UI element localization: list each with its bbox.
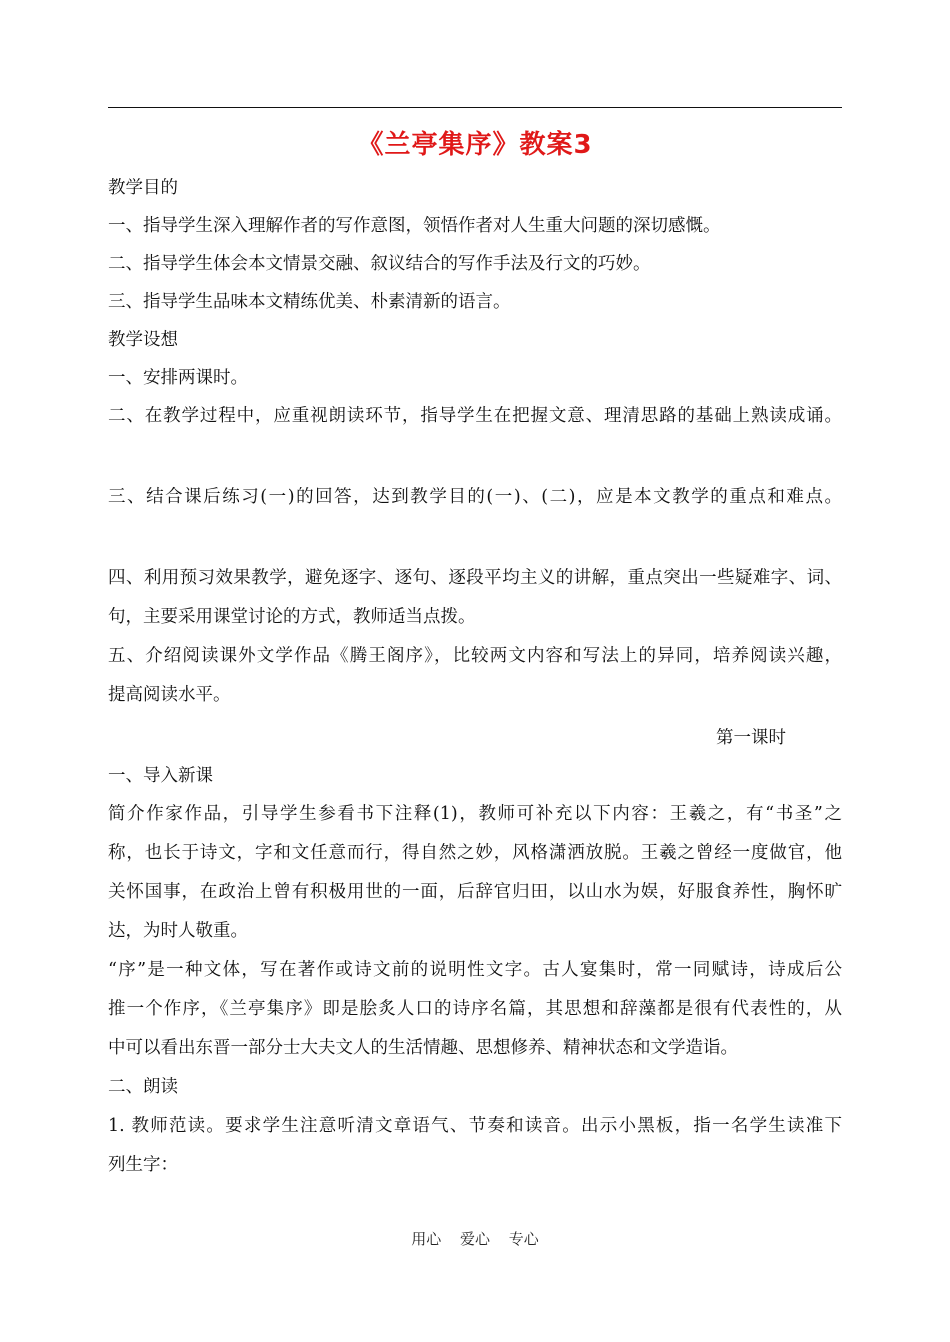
paragraph-line: 简介作家作品，引导学生参看书下注释(1)，教师可补充以下内容：王羲之，有“书圣”之 [108,804,842,824]
plan-item: 一、安排两课时。 [108,368,248,388]
paragraph-line: 达，为时人敬重。 [108,921,248,941]
header-rule [108,107,842,108]
section-heading-objectives: 教学目的 [108,178,178,198]
paragraph-line: 推一个作序，《兰亭集序》即是脍炙人口的诗序名篇，其思想和辞藻都是很有代表性的，从 [108,999,842,1019]
objective-item: 三、指导学生品味本文精练优美、朴素清新的语言。 [108,292,511,312]
plan-item-continued: 句，主要采用课堂讨论的方式，教师适当点拨。 [108,607,476,627]
plan-item: 三、结合课后练习(一)的回答，达到教学目的(一)、(二)，应是本文教学的重点和难点。 [108,487,842,507]
step-heading: 二、朗读 [108,1077,178,1097]
paragraph-line: 列生字： [108,1155,178,1175]
objective-item: 二、指导学生体会本文情景交融、叙议结合的写作手法及行文的巧妙。 [108,254,651,274]
plan-item-continued: 提高阅读水平。 [108,685,231,705]
paragraph-line: “序”是一种文体，写在著作或诗文前的说明性文字。古人宴集时，常一同赋诗，诗成后公 [108,960,842,980]
objective-item: 一、指导学生深入理解作者的写作意图，领悟作者对人生重大问题的深切感慨。 [108,216,721,236]
paragraph-line: 关怀国事，在政治上曾有积极用世的一面，后辞官归田，以山水为娱，好服食养性，胸怀旷 [108,882,842,902]
paragraph-line: 1. 教师范读。要求学生注意听清文章语气、节奏和读音。出示小黑板，指一名学生读准下 [108,1116,842,1136]
step-heading: 一、导入新课 [108,766,213,786]
plan-item: 四、利用预习效果教学，避免逐字、逐句、逐段平均主义的讲解，重点突出一些疑难字、词、 [108,568,842,588]
paragraph-line: 中可以看出东晋一部分士大夫文人的生活情趣、思想修养、精神状态和文学造诣。 [108,1038,738,1058]
section-heading-plan: 教学设想 [108,330,178,350]
document-title: 《兰亭集序》教案3 [357,130,593,160]
paragraph-line: 称，也长于诗文，字和文任意而行，得自然之妙，风格潇洒放脱。王羲之曾经一度做官，他 [108,843,842,863]
lesson-heading: 第一课时 [716,728,786,748]
plan-item: 二、在教学过程中，应重视朗读环节，指导学生在把握文意、理清思路的基础上熟读成诵。 [108,406,842,426]
plan-item: 五、介绍阅读课外文学作品《腾王阁序》，比较两文内容和写法上的异同，培养阅读兴趣， [108,646,842,666]
page-footer: 用心 爱心 专心 [411,1230,539,1248]
